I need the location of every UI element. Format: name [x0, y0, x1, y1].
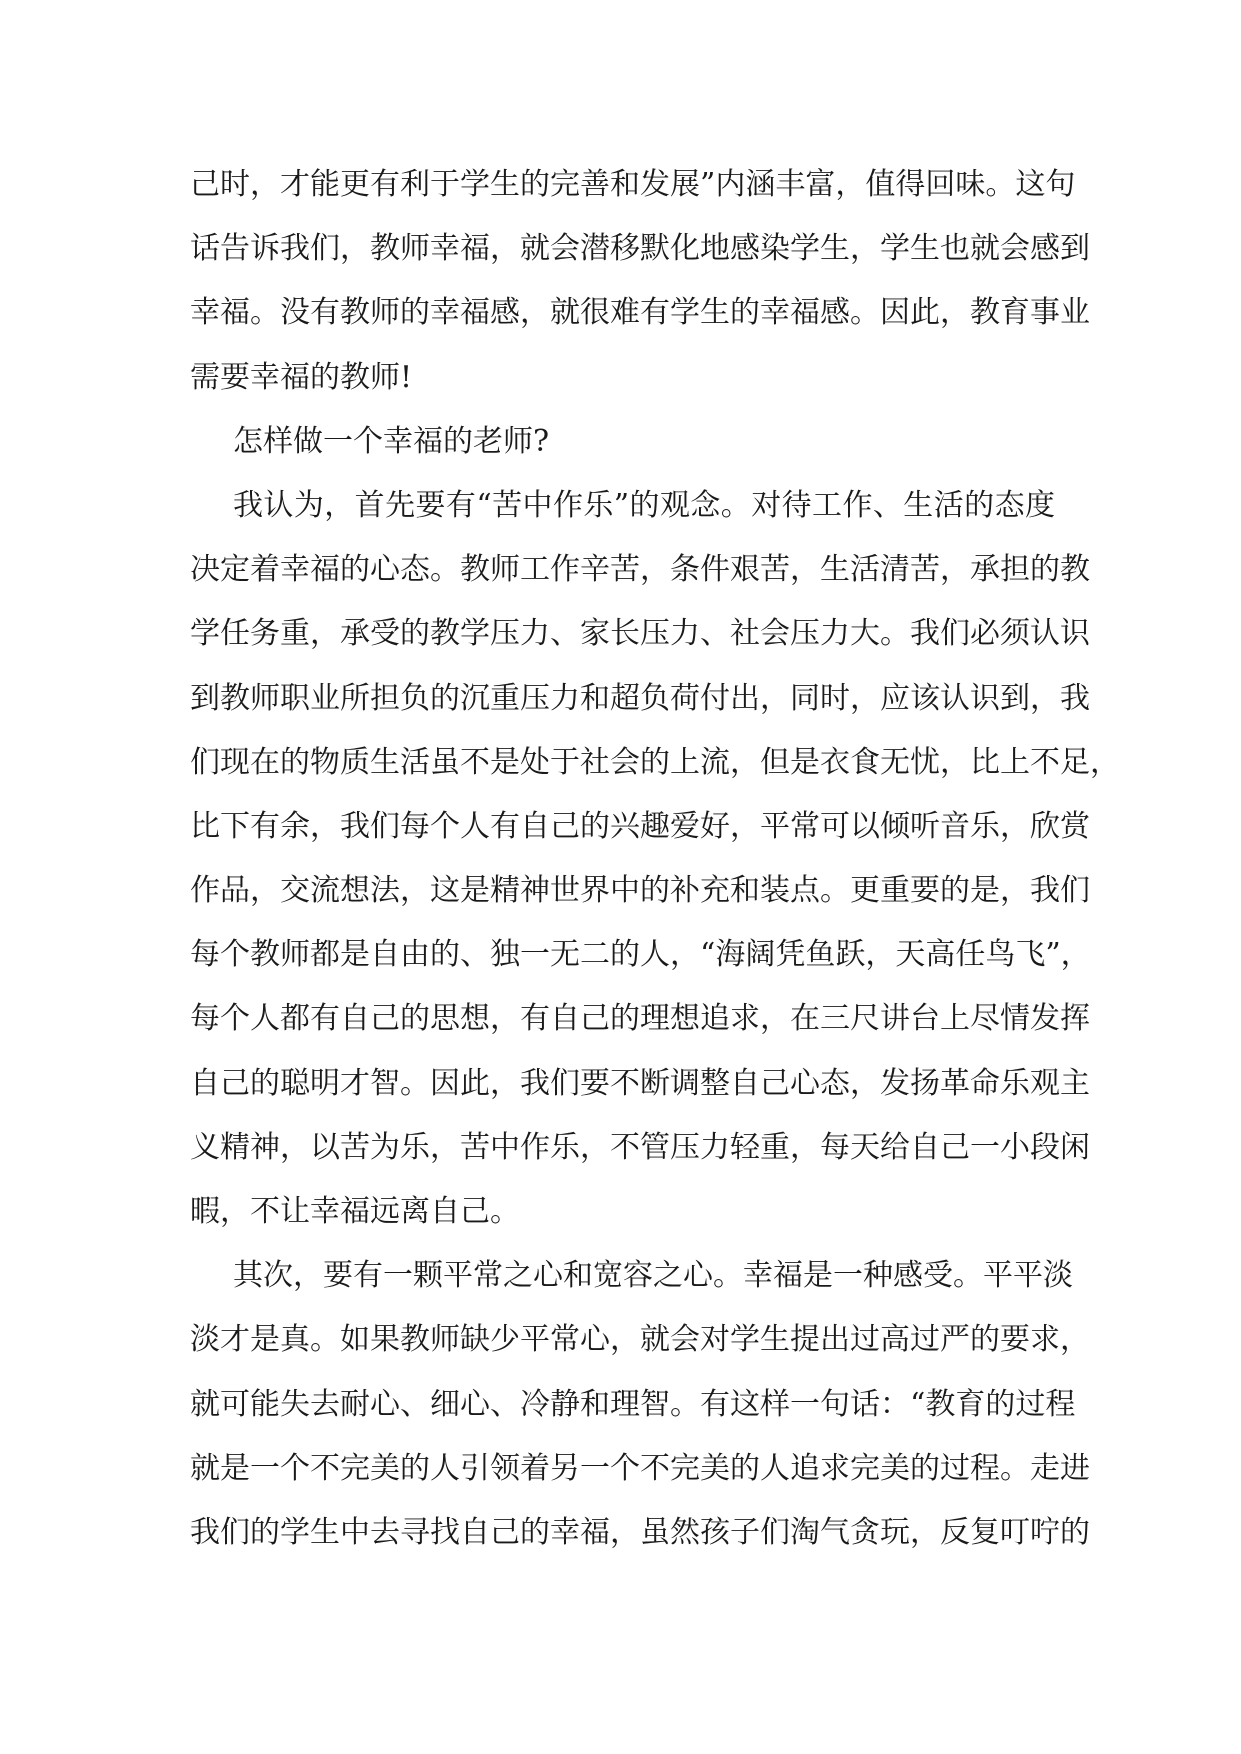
- text-line: 比下有余，我们每个人有自己的兴趣爱好，平常可以倾听音乐，欣赏: [190, 808, 1090, 844]
- text-line: 每个教师都是自由的、独一无二的人，“海阔凭鱼跃，天高任鸟飞”，: [190, 937, 1091, 973]
- text-line: 就是一个不完美的人引领着另一个不完美的人追求完美的过程。走进: [190, 1450, 1090, 1486]
- text-line: 我认为，首先要有“苦中作乐”的观念。对待工作、生活的态度: [233, 487, 1055, 523]
- text-line: 幸福。没有教师的幸福感，就很难有学生的幸福感。因此，教育事业: [190, 295, 1090, 331]
- text-line: 己时，才能更有利于学生的完善和发展”内涵丰富，值得回味。这句: [190, 167, 1076, 202]
- text-line: 每个人都有自己的思想，有自己的理想追求，在三尺讲台上尽情发挥: [190, 1001, 1090, 1037]
- text-line: 话告诉我们，教师幸福，就会潜移默化地感染学生，学生也就会感到: [190, 231, 1090, 267]
- text-line: 学任务重，承受的教学压力、家长压力、社会压力大。我们必须认识: [190, 616, 1090, 652]
- text-line: 到教师职业所担负的沉重压力和超负荷付出，同时，应该认识到，我: [190, 680, 1090, 716]
- text-line: 暇，不让幸福远离自己。: [190, 1194, 520, 1229]
- text-line: 其次，要有一颗平常之心和宽容之心。幸福是一种感受。平平淡: [233, 1258, 1073, 1294]
- text-line: 作品，交流想法，这是精神世界中的补充和装点。更重要的是，我们: [190, 873, 1090, 909]
- text-line: 就可能失去耐心、细心、冷静和理智。有这样一句话：“教育的过程: [190, 1386, 1076, 1422]
- text-line: 义精神，以苦为乐，苦中作乐，不管压力轻重，每天给自己一小段闲: [190, 1129, 1090, 1165]
- section-question: 怎样做一个幸福的老师?: [233, 423, 550, 459]
- text-line: 们现在的物质生活虽不是处于社会的上流，但是衣食无忧，比上不足，: [190, 744, 1120, 780]
- document-body: [190, 153, 1120, 1565]
- text-line: 决定着幸福的心态。教师工作辛苦，条件艰苦，生活清苦，承担的教: [190, 552, 1090, 588]
- text-line: 淡才是真。如果教师缺少平常心，就会对学生提出过高过严的要求，: [190, 1322, 1090, 1358]
- text-line: 自己的聪明才智。因此，我们要不断调整自己心态，发扬革命乐观主: [190, 1065, 1090, 1101]
- text-line: 需要幸福的教师!: [190, 359, 413, 395]
- text-line: 我们的学生中去寻找自己的幸福，虽然孩子们淘气贪玩，反复叮咛的: [190, 1514, 1090, 1550]
